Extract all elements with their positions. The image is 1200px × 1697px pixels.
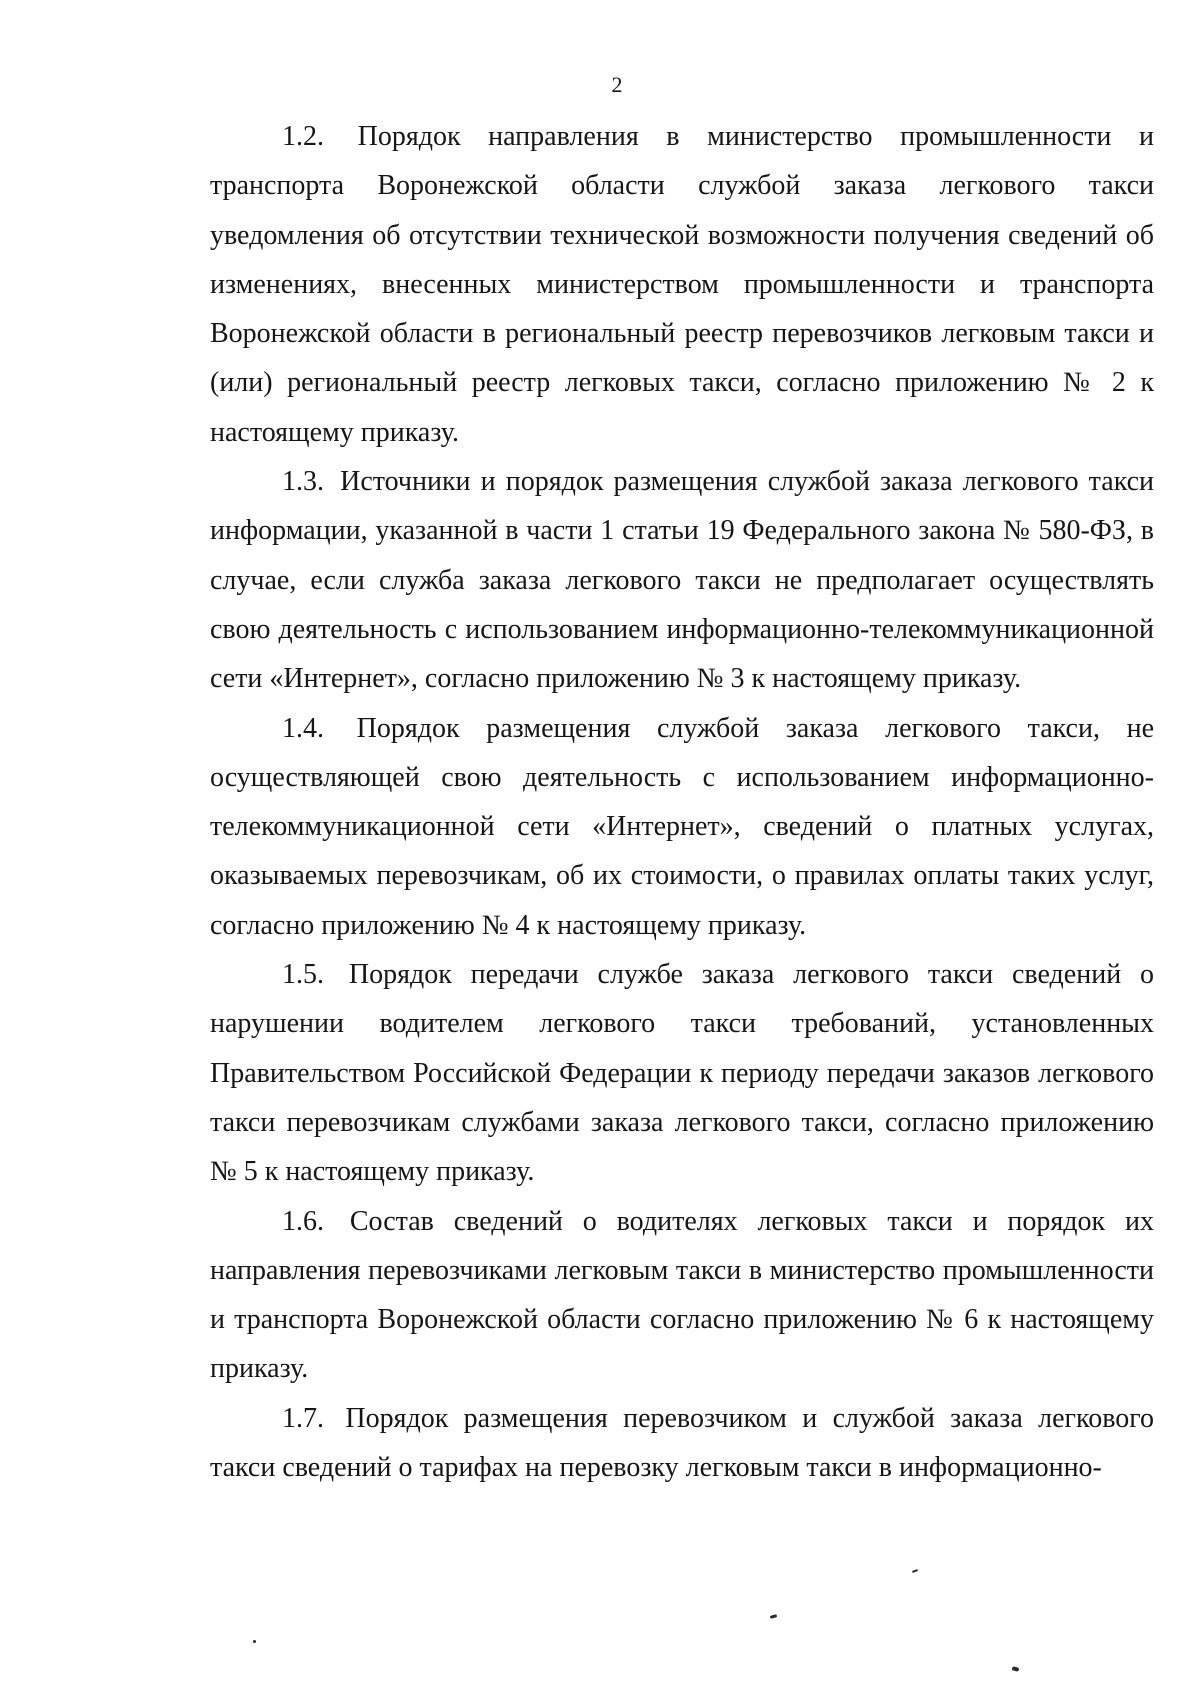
paragraph-1-5 <box>210 950 1154 1196</box>
scan-speck <box>770 1614 778 1619</box>
paragraph-1-2 <box>210 112 1154 457</box>
document-body <box>210 112 1154 1492</box>
paragraph-1-3 <box>210 457 1154 703</box>
scan-speck <box>253 1640 256 1643</box>
paragraph-text: Порядок размещения службой заказа легкового такси, не осуществляющей свою деятельность с использованием информационно-телекоммуникационной сети «Интернет», сведений о платных услугах, оказываемых перевозчикам, об их стоимости, о правилах оплаты таких услуг, согласно приложению № 4 к настоящему приказу. <box>210 712 1155 941</box>
paragraph-text: Порядок размещения перевозчиком и службой заказа легкового такси сведений о тарифах на перевозку легковым такси в информационно- <box>210 1402 1155 1484</box>
scan-speck <box>1012 1666 1020 1672</box>
paragraph-number: 1.2. <box>282 121 324 152</box>
paragraph-1-4 <box>210 704 1154 950</box>
page-number: 2 <box>611 72 623 97</box>
paragraph-text: Состав сведений о водителях легковых такси и порядок их направления перевозчиками легковым такси в министерство промышленности и транспорта Воронежской области согласно приложению № 6 к настоящему приказу. <box>210 1205 1154 1385</box>
paragraph-number: 1.7. <box>282 1402 324 1434</box>
paragraph-number: 1.6. <box>282 1205 324 1237</box>
paragraph-number: 1.5. <box>282 959 324 991</box>
paragraph-number: 1.3. <box>282 466 324 498</box>
paragraph-number: 1.4. <box>282 712 324 744</box>
paragraph-1-6 <box>210 1197 1154 1394</box>
paragraph-text: Порядок направления в министерство промышленности и транспорта Воронежской области службой заказа легкового такси уведомления об отсутствии технической возможности получения сведений об изменениях, внесенных министерством промышленности и транспорта Воронежской области в региональный реестр перевозчиков легковым такси и (или) региональный реестр легковых такси, согласно приложению № 2 к настоящему приказу. <box>210 121 1154 448</box>
scan-speck <box>912 1569 918 1573</box>
paragraph-text: Источники и порядок размещения службой заказа легкового такси информации, указанной в части 1 статьи 19 Федерального закона № 580-ФЗ, в случае, если служба заказа легкового такси не предполагает осуществлять свою деятельность с использованием информационно-телекоммуникационной сети «Интернет», согласно приложению № 3 к настоящему приказу. <box>210 466 1155 695</box>
paragraph-text: Порядок передачи службе заказа легкового такси сведений о нарушении водителем легкового такси требований, установленных Правительством Российской Федерации к периоду передачи заказов легкового такси перевозчикам службами заказа легкового такси, согласно приложению № 5 к настоящему приказу. <box>210 959 1155 1188</box>
paragraph-1-7 <box>210 1394 1154 1493</box>
